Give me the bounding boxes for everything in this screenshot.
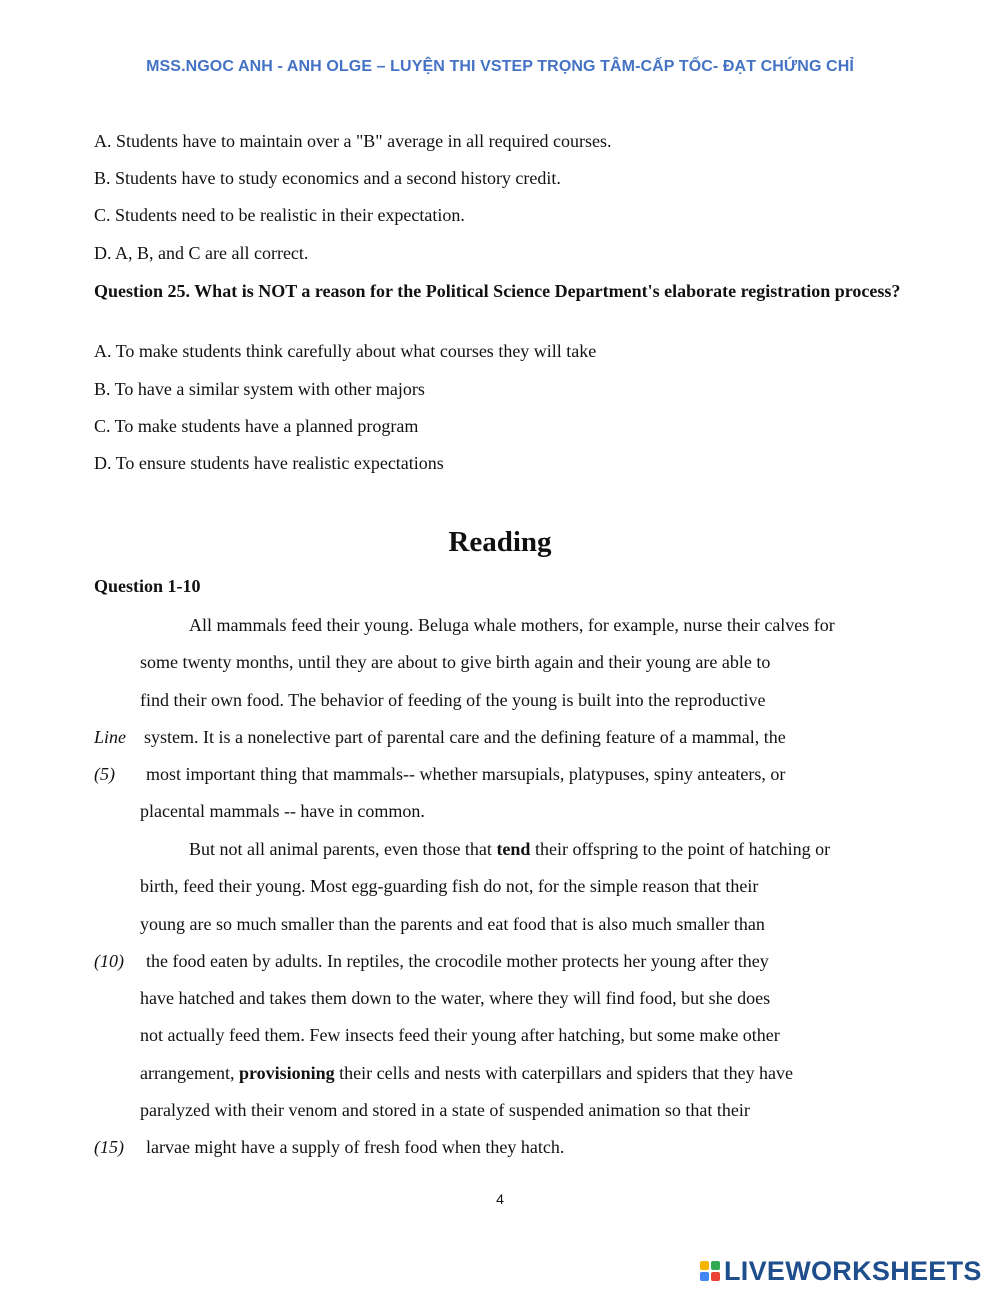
passage-line: have hatched and takes them down to the water, where they will find food, but she does: [140, 988, 771, 1008]
passage-line: placental mammals -- have in common.: [140, 801, 425, 821]
passage-line: All mammals feed their young. Beluga whale mothers, for example, nurse their calves for: [189, 615, 835, 635]
passage-line: birth, feed their young. Most egg-guarding fish do not, for the simple reason that their: [140, 876, 759, 896]
logo-squares-icon: [700, 1261, 720, 1281]
q25-option-a: A. To make students think carefully about what courses they will take: [94, 341, 597, 361]
line-label: Line: [94, 727, 127, 747]
passage-line: [140, 1062, 793, 1084]
q24-option-b: B. Students have to study economics and a second history credit.: [94, 168, 561, 188]
q24-option-a: A. Students have to maintain over a "B" average in all required courses.: [94, 131, 612, 151]
line-number: (5): [94, 764, 115, 784]
passage-line: not actually feed them. Few insects feed their young after hatching, but some make other: [140, 1025, 780, 1045]
passage-line: young are so much smaller than the parents and eat food that is also much smaller than: [140, 914, 765, 934]
logo-square: [711, 1272, 720, 1281]
logo-square: [700, 1261, 709, 1270]
passage-line: [189, 838, 830, 860]
vocab-highlight-provisioning: provisioning: [238, 1063, 335, 1083]
question-25: Question 25. What is NOT a reason for the Political Science Department's elaborate registration process?: [94, 281, 901, 301]
passage-text: their offspring to the point of hatching or: [530, 839, 831, 859]
passage-text: But not all animal parents, even those that: [189, 839, 497, 859]
q25-option-d: D. To ensure students have realistic expectations: [94, 453, 444, 473]
logo-text: LIVEWORKSHEETS: [724, 1255, 982, 1286]
liveworksheets-logo: [700, 1256, 982, 1286]
section-title: Reading: [448, 526, 552, 558]
logo-square: [700, 1272, 709, 1281]
q25-option-b: B. To have a similar system with other majors: [94, 379, 425, 399]
logo-square: [711, 1261, 720, 1270]
question-range-label: Question 1-10: [94, 576, 201, 596]
q24-option-d: D. A, B, and C are all correct.: [94, 243, 309, 263]
page-number: 4: [496, 1191, 504, 1207]
passage-text: their cells and nests with caterpillars and spiders that they have: [334, 1063, 794, 1083]
passage-line: the food eaten by adults. In reptiles, the crocodile mother protects her young after they: [146, 951, 769, 971]
passage-line: larvae might have a supply of fresh food when they hatch.: [146, 1137, 565, 1157]
line-number: (10): [94, 951, 124, 971]
passage-line: system. It is a nonelective part of parental care and the defining feature of a mammal, the: [144, 727, 786, 747]
page-header: MSS.NGOC ANH - ANH OLGE – LUYỆN THI VSTEP TRỌNG TÂM-CẤP TỐC- ĐẠT CHỨNG CHỈ: [146, 58, 854, 75]
passage-text: arrangement,: [140, 1063, 239, 1083]
q24-option-c: C. Students need to be realistic in their expectation.: [94, 205, 465, 225]
passage-line: most important thing that mammals-- whether marsupials, platypuses, spiny anteaters, or: [146, 764, 786, 784]
q25-option-c: C. To make students have a planned program: [94, 416, 419, 436]
passage-line: find their own food. The behavior of feeding of the young is built into the reproductive: [140, 690, 766, 710]
line-number: (15): [94, 1137, 124, 1157]
vocab-highlight-tend: tend: [496, 839, 531, 859]
passage-line: some twenty months, until they are about to give birth again and their young are able to: [140, 652, 771, 672]
passage-line: paralyzed with their venom and stored in a state of suspended animation so that their: [140, 1100, 750, 1120]
